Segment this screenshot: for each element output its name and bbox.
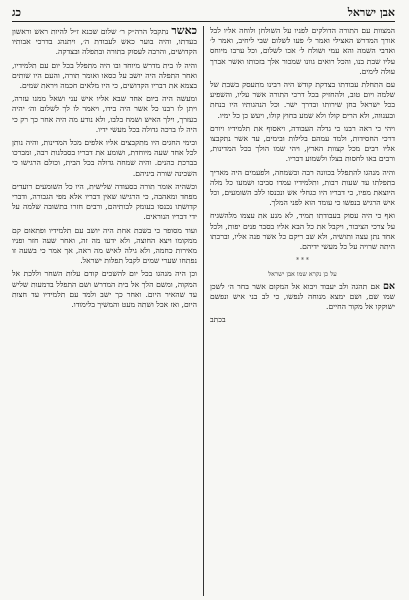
section-text: אם תהגה ולב יעבוד ויבוא אל המקום אשר בחר ה׳ לשכן שמו שם, ושם ימצא מנוחה לנפשו, כי לב בני איש ונפשם ישוקקו אל מקור החיים. [209, 281, 395, 312]
footnote: על כן נקרא שמו אבן ישראל [268, 270, 337, 279]
paragraph: והיה מנהגו להתפלל בכוונה רבה ובשמחה, ולפעמים היה מאריך בתפלתו עד שעות רבות, ותלמידיו עמדו סביבו ושמעו כל מלה היוצאת מפיו, כי דבריו היו כגחלי אש ונכנסו ללב השומעים, וכל איש הרגיש בנפשו כי עומד הוא לפני המלך. [209, 167, 395, 208]
paragraph: עם התחלת עבודתו בצדקת קודש היה רבינו מתעסק בשבת של שלמה ויום טוב, ולהחזיק בכל דרכי התורה אשר עליו, והשפיע בכל ישראל בחן שירותו ובדרך ישר. וכל הנהגותיו היו בנחת ובענווה, ולא הרים קולו ולא שמע בחוץ קולו, ויעש כן כל ימיו. [209, 80, 395, 120]
section-title: אם [382, 280, 395, 292]
paragraph: והיה לו בית מדרש מיוחד ובו היה מתפלל בכל יום עם תלמידיו, ואחר התפלה היה יושב על כסאו ואומר תורה, והעם היו שותים בצמא את דבריו הקדושים, כי היו מלאים חכמה ויראת שמים. [11, 60, 197, 91]
text-columns [12, 26, 395, 596]
running-title: אבן ישראל [347, 6, 395, 19]
right-column [210, 26, 395, 596]
running-head [12, 6, 395, 22]
paragraph: ומעשה היה ביום אחד שבא אליו איש עני ושאל ממנו עזרה, ויתן לו רבנו כל אשר היה בידו, ויאמר לו לך לשלום וה׳ יהיה בעזרך, וילך האיש ושמח בלבו, ולא נודע מה היה אחר כך רק כי היה לו ברכה גדולה בכל מעשי ידיו. [11, 94, 197, 134]
paragraph: ואף כי היה עסוק בעבודתו תמיד, לא מנע את עצמו מלהשגיח על צרכי הציבור, ויקבל את כל הבא אליו בסבר פנים יפות, ולכל אחד נתן עצה ותושיה, ולא שב ריקם כל אשר פנה אליו, וברכתו היתה שרויה על כל מעשי ידיהם. [209, 211, 395, 252]
catchword: בכתב [209, 315, 226, 325]
paragraph: המצוות עם התורה הדולקים לפניו על השולחן ולוחה אליו לבל אורך המדרש האצילי ואמר ל׳ פעו לשלום שבי ליחיב, ואמר ל׳ ואדבי השמה והא עמי ושולח ל׳ אכו לשלום, וכל ערבו מיוחס עליו שבת בנו, והכל רואים גוונו שמכור אלך בזכותו ואשר אברך עולה לימים. [209, 26, 395, 76]
paragraph: ובימי החגים היו מתקבצים אליו אלפים מכל המדינות, והיה נותן לכל אחד שעה מיוחדת, ושומע את דבריו בסבלנות רבה, ומברכו בברכת כהנים. והיה שמחה גדולה בכל הבית, וכולם הרגישו כי השכינה שורה ביניהם. [11, 138, 197, 178]
paragraph: וכשהיה אומר תורה בסעודה שלישית, היו כל השומעים רועדים מפחד ומאהבה, כי הרגישו שאין דבריו אלא מפי הגבורה, ודברי קדושתו נכנסו בעומק לבותיהם, ורבים חזרו בתשובה שלמה על ידי דבריו הנוראים. [11, 181, 197, 222]
section-paragraph [210, 282, 395, 313]
paragraph: ועוד מסופר כי בשבת אחת היה יושב עם תלמידיו ופתאום קם ממקומו ויצא החוצה, ולא ידעו מה זה, ואחר שעה חזר ופניו מאירות כחמה, ולא גילה לאיש מה ראה, אך אמר כי בשעה זו נפתחו שערי שמים לקבל תפלות ישראל. [11, 225, 197, 266]
opening-paragraph [12, 26, 197, 58]
section-divider: * * * [296, 257, 309, 265]
left-column [12, 26, 197, 596]
page-number: כג [12, 6, 22, 19]
paragraph: ויהי כי ראה רבנו כי גדלה העבודה, ויאסוף את תלמידיו ויורם דרכי החסידות, ולמד עמהם בלילות ובימים, עד אשר נתקבצו אליו רבים מכל קצוות הארץ, ויהי שמו הולך בכל המדינות, ורבים באו לחסות בצלו ולשמוע דבריו. [209, 123, 395, 164]
paragraph: וכן היה מנהגו בכל יום להשכים קודם עלות השחר וללכת אל המקוה, ומשם הלך אל בית המדרש ושם התפלל בדמעות שליש עד שהאיר היום. ואחר כך ישב ולמד עם תלמידיו עד חצות היום, ואז אכל ושתה מעט והמשיך בלימודו. [11, 269, 197, 310]
column-rule [203, 26, 204, 596]
opening-text: נתקבל הרה״ק ר׳ שלום שכנא ז״ל להיות ראש וראשון בעדתו, והיה בוער כאש לעבודת ה׳, ויתנהג בדרכי אבותיו הקדושים, והרבה לעסוק בתורה ובתפלה ובצדקה. [11, 27, 197, 57]
opening-word: כאשר [171, 26, 197, 37]
